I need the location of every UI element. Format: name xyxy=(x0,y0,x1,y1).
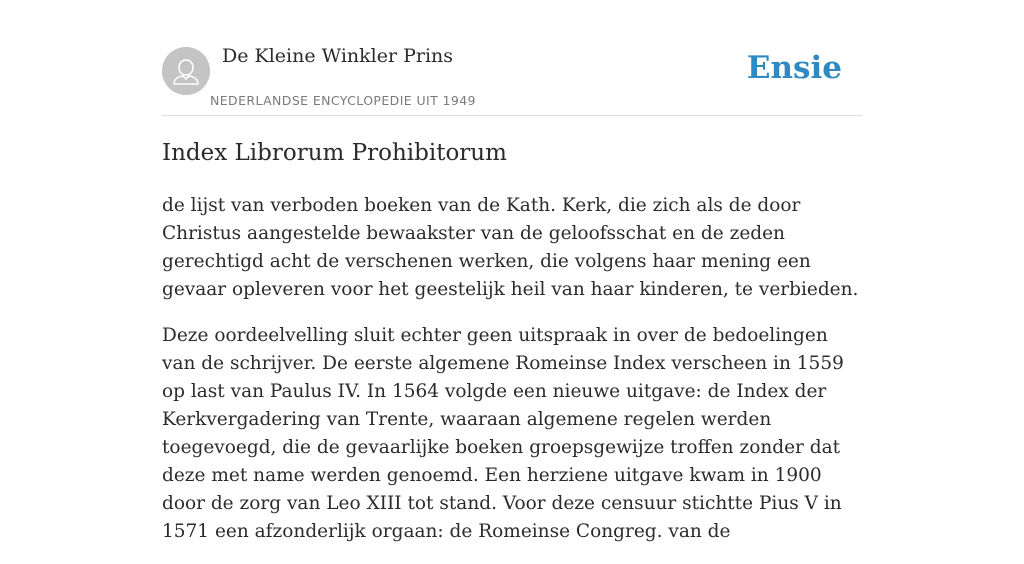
user-avatar-icon xyxy=(162,47,210,95)
encyclopedia-subtitle: NEDERLANDSE ENCYCLOPEDIE UIT 1949 xyxy=(210,93,476,108)
page-header xyxy=(162,0,862,116)
page-title: Index Librorum Prohibitorum xyxy=(162,140,507,166)
content-container xyxy=(162,0,862,542)
article-paragraph: de lijst van verboden boeken van de Kath. Kerk, die zich als de door Christus aangestelde bewaakster van de geloofsschat en de zeden gerechtigd acht de verschenen werken, die volgens haar mening een gevaar opleveren voor het geestelijk heil van haar kinderen, te verbieden. xyxy=(162,195,859,300)
avatar[interactable] xyxy=(162,47,210,95)
author-name[interactable]: De Kleine Winkler Prins xyxy=(222,45,454,67)
brand-logo[interactable]: Ensie xyxy=(746,50,842,86)
article-paragraph: Deze oordeelvelling sluit echter geen uitspraak in over de bedoelingen van de schrijver. De eerste algemene Romeinse Index verscheen in 1559 op last van Paulus IV. In 1564 volgde een nieuwe uitgave: de Index der Kerkvergadering van Trente, waaraan algemene regelen werden toegevoegd, die de gevaarlijke boeken groepsgewijze troffen zonder dat deze met name werden genoemd. Een herziene uitgave kwam in 1900 door de zorg van Leo XIII tot stand. Voor deze censuur stichtte Pius V in 1571 een afzonderlijk orgaan: de Romeinse Congreg. van de xyxy=(162,325,844,542)
article-body xyxy=(162,192,864,564)
